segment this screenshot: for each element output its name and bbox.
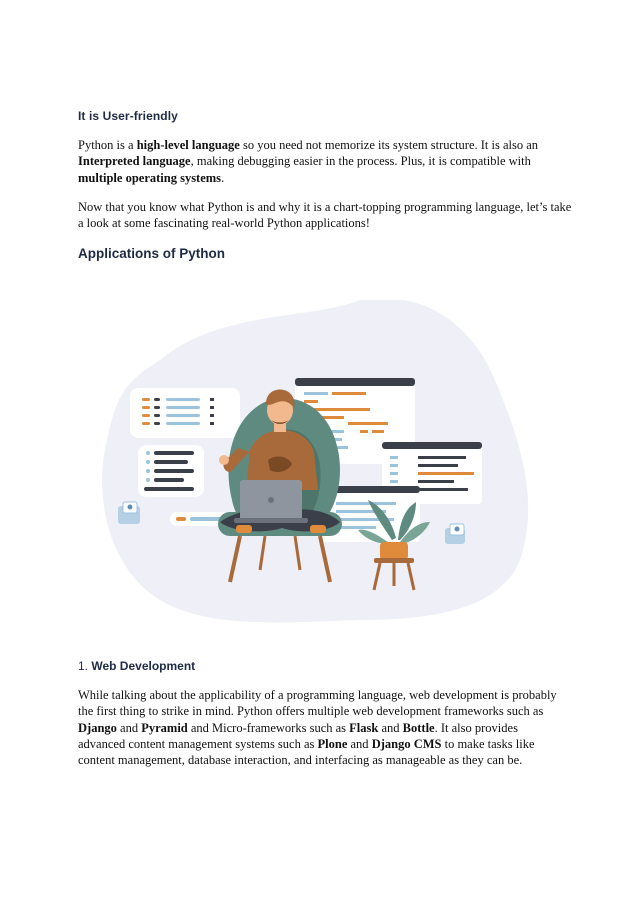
bold-multiple-os: multiple operating systems (78, 170, 222, 185)
code-card-middle-left (138, 445, 204, 497)
code-card-top-left (130, 388, 240, 438)
paragraph-user-friendly: Python is a high-level language so you need not memorize its system structure. It is also an Interpreted language, making debugging easier in the process. Plus, it is compatible with multiple operating systems. (78, 138, 539, 185)
section-web-dev-heading (78, 659, 195, 673)
bold-interpreted-language: Interpreted language (78, 154, 191, 169)
bold-django: Django (78, 720, 117, 735)
section-title: Web Development (91, 659, 196, 673)
section-user-friendly-heading: It is User-friendly (78, 109, 178, 123)
section-applications-heading: Applications of Python (78, 246, 225, 261)
bold-pyramid: Pyramid (141, 720, 188, 735)
paragraph-transition: Now that you know what Python is and why it is a chart-topping programming language, let’s take a look at some fascinating real-world Python applications! (78, 200, 572, 231)
bold-high-level-language: high-level language (136, 138, 240, 152)
bold-bottle: Bottle (402, 720, 435, 735)
python-developer-illustration (100, 300, 540, 630)
bold-plone: Plone (317, 736, 348, 751)
bold-django-cms: Django CMS (371, 736, 442, 751)
laptop (234, 480, 308, 523)
section-number: 1. (78, 659, 89, 673)
bold-flask: Flask (349, 720, 379, 735)
paragraph-web-dev: While talking about the applicability of a programming language, web development is probably the first thing to strike in mind. Python offers multiple web development frameworks such as Django and Pyramid and Micro-frameworks such as Flask and Bottle. It also provides advanced content management systems such as Plone and Django CMS to make tasks like content management, database interaction, and interfacing as manageable as they can be. (78, 688, 557, 768)
